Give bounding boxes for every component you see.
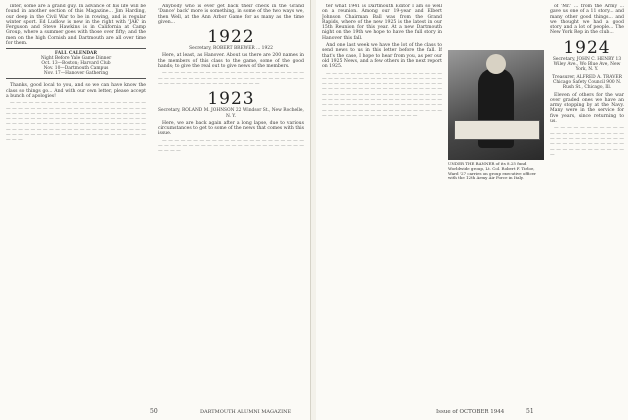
class-year-heading: 1924 [563,37,611,58]
paragraph-filler: — — — — — — — — — — — — — — — — — — — — — — — — — — — — — — — — — — — — — — — — — — — — — — — — — — — [158,138,304,155]
class-secretary: Secretary, ROBERT BREWER ... 1922 [189,46,273,52]
paragraph: Eleven of others for the war over graded ones we have an army stopping by at the Navy. Many were in the service for five years, since returning to us. [550,92,624,125]
magazine-name: DARTMOUTH ALUMNI MAGAZINE [200,409,292,415]
left-column-1 [6,4,146,146]
fall-calendar-line: Oct. 13—Boston; Harvard Club [41,61,111,67]
left-column-2 [158,4,304,157]
paragraph-filler: — — — — — — — — — — — — — — — — — — — — — — — — — — — — — — — — — — — — — — — — — — — — — — — — — — — — — — — — — — — — — — — — — — — — — — — — — — — — — — — — — — — — — — — — — — — — — — — — — — — — — — — — — — — — — — — — — — — — — — — — — — — — — — — — — — — — — — — — — — — — — — — — — — — — — — — — — — — — — — — — — — — — — — — — — — — — — — — [322,71,442,119]
page-number: 51 [526,408,534,415]
paragraph: Here, at least, as Hanover. About us there are 200 names in the members of this class to the game, some of the good hands; to give the real out to give news of the members. [158,53,304,70]
right-column-3 [550,4,624,160]
paragraph: ter what 1941 is Dartmouth Editor I am so well on a reunion. Among our 19-year and Elbert Johnson Chairman Ball was from the Grand Rapids, where of the new 1925 is the latest in our 15th Reunion for this year. At a new Dartmouth night on the 19th we hope to have the full story in Hanover this fall. [322,4,442,41]
paragraph: And one last week we have the lot of the class to send news to us in this letter before the fall. If that's the case, I hope to hear from you, as per our old 1925 News, and a few others in the next report on 1925. [322,43,442,70]
paragraph-filler: — — — — — — — — — — — — — — — — — — — — — — — — — — — — — — — — — — — — — — — — — — — — — — — — — — — — — — — — — — — — — — — — — — — — — — — — — — — — — — — — — — — — — — — — — — — — — — — — — — — — — — — — — — — — — — — — — — — — — — — — — — — — — — — — — — — — — — — — — — — — — — — — — — — — — — — — — — — — — — — — — — — [6,101,146,144]
paragraph: Here, we are back again after a long lapse, due to various circumstances to get to some of the news that comes with this issue. [158,120,304,137]
fall-calendar-line: Nov. 17—Hanover Gathering [43,71,109,77]
right-column-1 [322,4,442,121]
paragraph-filler: — — — — — — — — — — — — — — — — — — — — — — — — — — — — — — — — — — — — — — — — — — — — — — — — — — — — — — — — — — — — [550,126,624,158]
right-page [316,0,628,420]
page-number: 50 [150,408,158,415]
class-secretary: Secretary, JOHN C. HENRY 13 Wiley Ave., Wo Blue Ave, New York, N. Y. [552,56,622,73]
paragraph: of 'Mr.' ... from the Army ... gave us one of a 11 story... and many other good things... and we thought we had a good story and a lot of people... The New York Rep in the club... [550,4,624,36]
class-year-heading: 1923 [207,89,255,110]
photo-banner [454,120,540,140]
paragraph-filler: — — — — — — — — — — — — — — — — — — — — — — — — — — — — — — — — — — — — — — — — — — — — — — — — — — — — — — — — — — — — — — — — [158,71,304,87]
paragraph: Anybody who is ever get back their check in the Grand 'Dance' back' more is something, in some of the two ways we, then Well, at the Ann Arbor Game for as many as the time given... [158,4,304,25]
fall-calendar-line: Nov. 10—Dartmouth Campus [43,66,109,72]
photo-caption: UNDER THE BANNER of its 8.25 fund Worldwide group, Lt. Col. Robert F. Tirloe, Ward '27 carries on group executive officer with the 12th Army Air Force in Italy. [448,161,536,181]
class-year-heading: 1922 [207,27,255,48]
fall-calendar-box [6,48,146,79]
paragraph: Thanks, good local to you, and so we can have know the class so things go... And with our own letter, please accept a bunch of apologies! [6,83,146,99]
left-page [0,0,311,420]
photograph [448,50,544,160]
class-secretary: Secretary, ROLAND M. JOHNSON 22 Windsor St., New Rochelle, N. Y. [158,108,304,119]
class-treasurer: Treasurer, ALFRED A. TRAVER Chicago Safety Council 900 N. Rush St., Chicago, Ill. [552,74,622,91]
issue-date: Issue of OCTOBER 1944 [436,409,505,415]
photo-head [486,54,506,74]
paragraph: inter, some are a grand guy. In advance of his life will be found in another section of this Magazine... Jim Harding, our deep in the Civil War to be in rowing, and is regular winter sport. Ed Ludlow is new in the right with 'JAK' in Ferguson and Steve Hawkins is in California at Camp Group, where a summer goes with those over fifty; and the men on the high Cornish and Dartmouth are all over time for them. [6,4,146,47]
fall-calendar-title: FALL CALENDAR [54,51,98,57]
fall-calendar-subtitle: Night Before Yale Game Dinner [40,56,112,62]
